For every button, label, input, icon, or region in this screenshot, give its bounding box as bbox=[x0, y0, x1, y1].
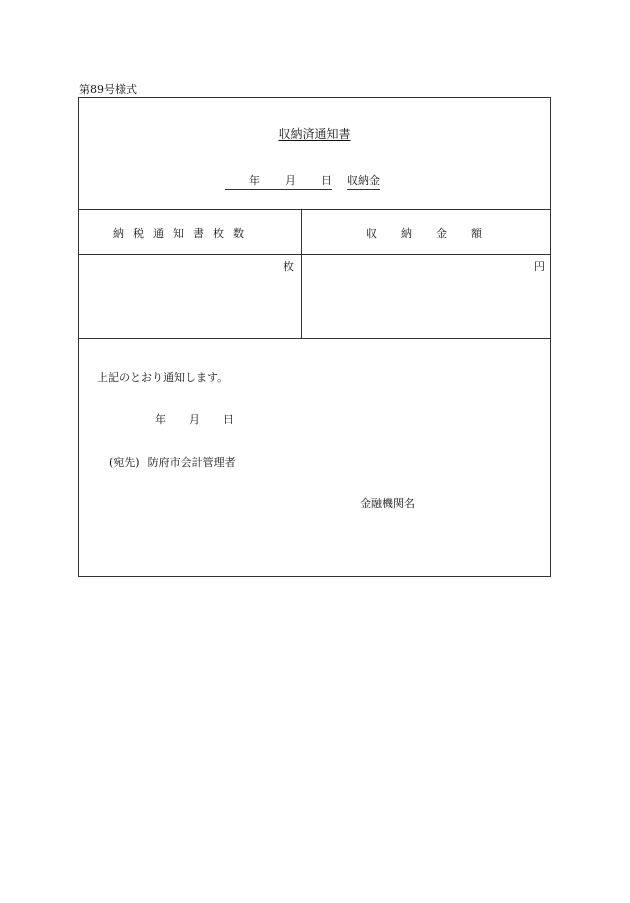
form-number: 第89号様式 bbox=[79, 83, 137, 96]
receipt-day-label: 日 bbox=[321, 174, 332, 187]
notice-month-label: 月 bbox=[189, 413, 200, 426]
notice-day-label: 日 bbox=[223, 413, 234, 426]
notice-year-label: 年 bbox=[155, 413, 166, 426]
receipt-date-underline bbox=[225, 172, 332, 190]
notice-text: 上記のとおり通知します。 bbox=[97, 371, 229, 384]
header-received-amount-char-4: 額 bbox=[471, 227, 482, 240]
header-received-amount-char-2: 納 bbox=[401, 227, 412, 240]
unit-sheets: 枚 bbox=[283, 260, 294, 273]
notice-date bbox=[155, 411, 234, 427]
table-header-rule bbox=[79, 254, 550, 255]
table-column-divider bbox=[301, 209, 302, 338]
header-received-amount-char-1: 収 bbox=[366, 227, 377, 240]
receipt-date-line bbox=[225, 172, 380, 190]
receipt-month-label: 月 bbox=[285, 174, 296, 187]
institution-label: 金融機関名 bbox=[360, 497, 415, 510]
header-received-amount bbox=[366, 225, 482, 241]
table-bottom-rule bbox=[79, 338, 550, 339]
header-notice-count: 納税通知書枚数 bbox=[113, 227, 253, 240]
addressee bbox=[109, 454, 236, 470]
header-received-amount-char-3: 金 bbox=[436, 227, 447, 240]
unit-yen: 円 bbox=[534, 260, 545, 273]
receipt-suffix: 収納金 bbox=[347, 172, 380, 190]
receipt-year-label: 年 bbox=[249, 174, 260, 187]
form-title bbox=[79, 125, 550, 142]
form-title-text: 収納済通知書 bbox=[278, 127, 351, 141]
notice-form-frame bbox=[78, 97, 551, 577]
addressee-label: (宛先) bbox=[109, 456, 140, 469]
table-top-rule bbox=[79, 209, 550, 210]
addressee-name: 防府市会計管理者 bbox=[147, 456, 236, 469]
